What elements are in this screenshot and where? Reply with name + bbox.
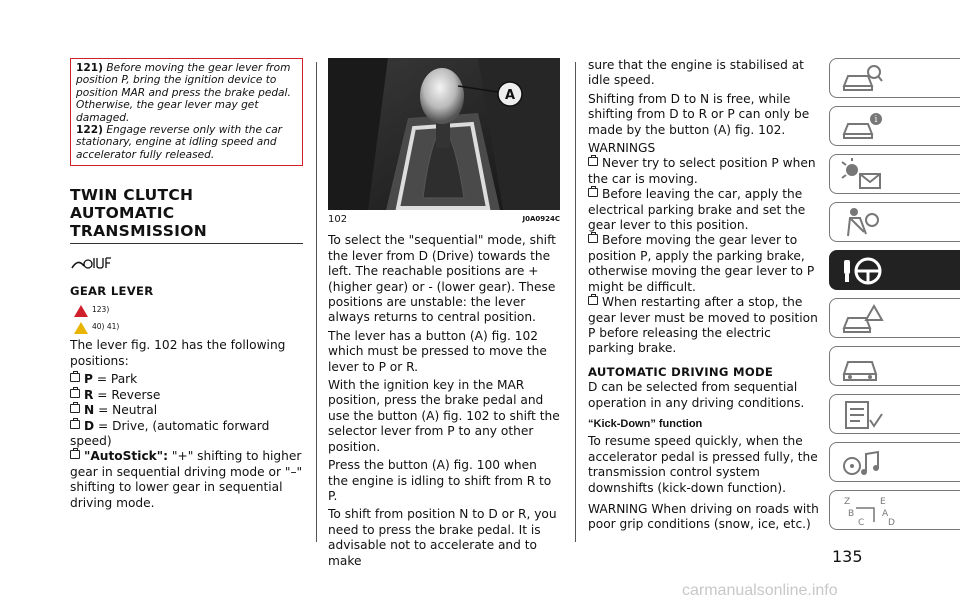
paragraph: D can be selected from sequential operation in any driving conditions. [588,380,805,410]
lights-envelope-icon [840,158,884,192]
index-letters-icon [840,494,900,528]
car-info-icon [840,110,884,144]
chapter-tabs [829,58,960,538]
bullet-icon [70,404,80,413]
paragraph: WARNING When driving on roads with poor grip conditions (snow, ice, etc.) [588,501,819,532]
brand-logo [70,254,303,272]
bullet-icon [70,389,80,398]
caution-hand-icon [74,322,88,334]
caution-warning-ref: 40) 41) [74,319,303,334]
bullet-icon [588,296,598,305]
page-number: 135 [832,547,863,566]
car-service-icon [840,350,884,384]
column-divider [316,62,317,542]
figure-number: 102 [328,214,348,225]
bullet-icon [588,188,598,197]
svg-text:B: B [848,509,855,519]
tab-starting-driving[interactable] [829,250,960,290]
warnings-label: WARNINGS [588,141,656,156]
bullet-icon [588,157,598,166]
list-item: When restarting after a stop, the gear lever must be moved to position P before releasing the electric parking brake. [588,295,818,356]
caution-item-121: 121) Before moving the gear lever from position P, bring the ignition device to position MAR and press the brake pedal. Otherwise, the gear lever may get damaged. [76,62,291,124]
list-item: D = Drive, (automatic forward speed) [70,418,270,448]
paragraph: sure that the engine is stabilised at idle speed. [588,58,804,88]
tab-lights-messages[interactable] [829,154,960,194]
bullet-icon [70,420,80,429]
tab-technical-data[interactable] [829,394,960,434]
column-divider [575,62,576,542]
paragraph: The lever has a button (A) fig. 102 which must be pressed to move the lever to P or R. [328,328,547,374]
callout-label: A [504,88,516,103]
caution-item-122: 122) Engage reverse only with the car stationary, engine at idling speed and accelerator fully released. [76,124,283,161]
gear-lever-image [328,58,560,210]
gear-lever-photo [328,58,560,210]
car-breakdown-icon [840,302,884,336]
lever-intro: The lever fig. 102 has the following positions: [70,338,286,368]
list-item: R = Reverse [70,388,303,403]
paragraph: To shift from position N to D or R, you need to press the brake pedal. It is advisable not to accelerate and to make [328,507,557,568]
svg-text:C: C [858,518,865,528]
paragraph: To resume speed quickly, when the accelerator pedal is pressed fully, the transmission control system downshifts (kick-down function). [588,434,818,495]
column-1 [70,58,303,511]
tab-multimedia[interactable] [829,442,960,482]
caution-box [70,58,303,166]
watermark: carmanualsonline.info [682,582,838,599]
list-item: P = Park [70,372,303,387]
list-item: Before leaving the car, apply the electrical parking brake and set the gear lever to this position. [588,187,806,233]
bullet-icon [70,373,80,382]
tab-knowing-car[interactable] [829,58,960,98]
column-3 [588,58,820,536]
warnings-list [588,156,820,356]
gear-lever-heading: GEAR LEVER [70,284,154,299]
danger-triangle-icon [74,305,88,317]
automatic-driving-mode-heading: AUTOMATIC DRIVING MODE [588,364,774,379]
svg-text:E: E [880,497,886,507]
bullet-icon [588,234,598,243]
tab-servicing[interactable] [829,346,960,386]
paragraph: With the ignition key in the MAR position, press the brake pedal and use the button (A) fig. 102 to shift the selector lever from P to any other position. [328,378,560,454]
section-title: TWIN CLUTCH AUTOMATIC TRANSMISSION [70,186,207,241]
seatbelt-airbag-icon [840,206,884,240]
checklist-icon [840,398,884,432]
paragraph: Shifting from D to N is free, while shifting from D to R or P can only be made by the button (A) fig. 102. [588,91,810,137]
tab-instrument-panel[interactable] [829,106,960,146]
figure-caption [328,212,560,227]
column-2 [328,58,560,572]
paragraph: To select the "sequential" mode, shift the lever from D (Drive) towards the left. The reachable positions are + (higher gear) or - (lower gear). These positions are unstable: the lever always returns to central position. [328,233,556,325]
list-item: Never try to select position P when the car is moving. [588,156,816,186]
car-magnifier-icon [840,62,884,96]
list-item: "AutoStick": "+" shifting to higher gear in sequential driving mode or "–" shifting to lower gear in sequential driving mode. [70,449,303,510]
kick-down-heading: “Kick-Down” function [588,417,703,430]
svg-text:A: A [882,509,889,519]
multimedia-icon [840,446,884,480]
position-list [70,372,303,511]
svg-text:D: D [888,518,895,528]
logo-icon [70,254,114,272]
svg-text:Z: Z [844,497,851,507]
key-steering-wheel-icon [840,254,884,288]
danger-warning-ref: 123) [74,302,303,317]
paragraph: Press the button (A) fig. 100 when the engine is idling to shift from R to P. [328,458,552,503]
svg-text:i: i [874,115,878,125]
tab-emergency[interactable] [829,298,960,338]
figure-code: J0A0924C [522,215,560,223]
bullet-icon [70,450,80,459]
tab-index[interactable] [829,490,960,530]
list-item: Before moving the gear lever to position P, apply the parking brake, otherwise moving the gear lever to P might be difficult. [588,233,815,294]
tab-safety[interactable] [829,202,960,242]
list-item: N = Neutral [70,403,303,418]
section-title-rule [70,243,303,244]
